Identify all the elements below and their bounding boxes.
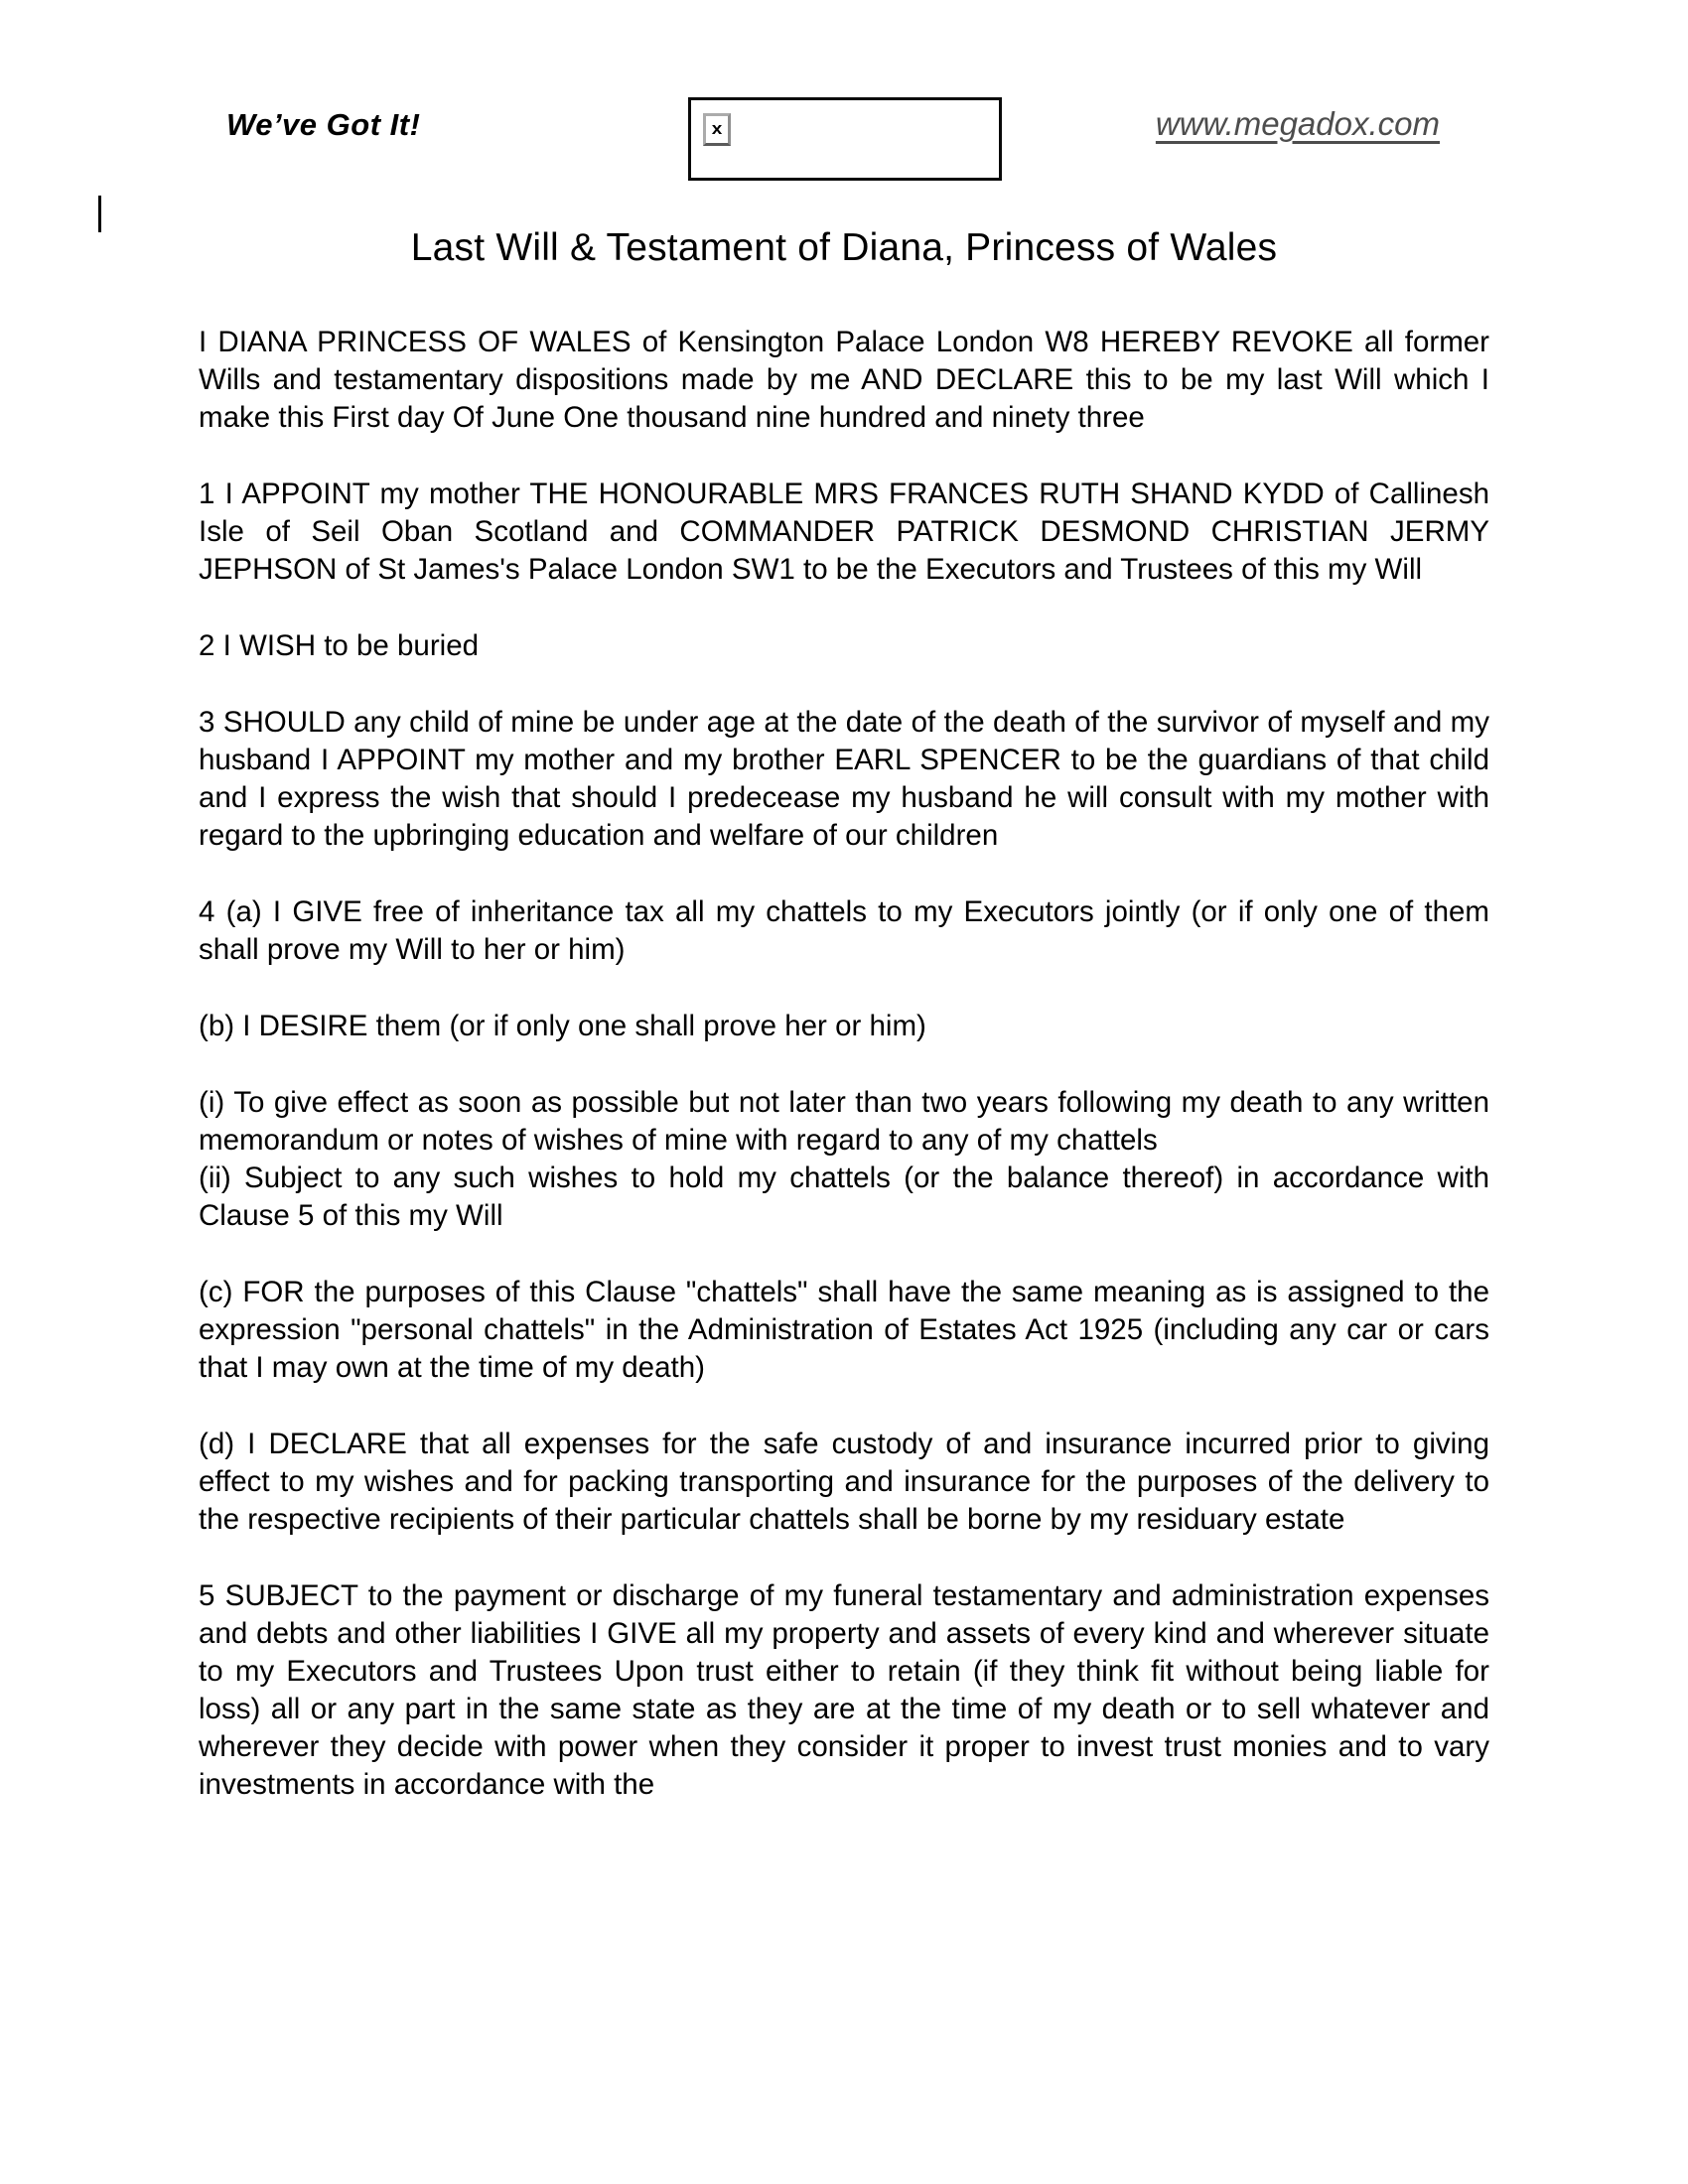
paragraph-clause-4c: (c) FOR the purposes of this Clause "chattels" shall have the same meaning as is assigned to the expression "personal chattels" in the Administration of Estates Act 1925 (including any car or cars that I may own at the time of my death) [199,1276,1489,1384]
paragraph-clause-3: 3 SHOULD any child of mine be under age at the date of the death of the survivor of myself and my husband I APPOINT my mother and my brother EARL SPENCER to be the guardians of that child and I express the wish that should I predecease my husband he will consult with my mother with regard to the upbringing education and welfare of our children [199,706,1489,852]
paragraph-clause-4d: (d) I DECLARE that all expenses for the safe custody of and insurance incurred prior to giving effect to my wishes and for packing transporting and insurance for the purposes of the delivery to the respective recipients of their particular chattels shall be borne by my residuary estate [199,1428,1489,1536]
paragraph-clause-4a: 4 (a) I GIVE free of inheritance tax all my chattels to my Executors jointly (or if only one of them shall prove my Will to her or him) [199,895,1489,966]
document-body [199,324,1489,1843]
website-link[interactable]: www.megadox.com [1155,105,1440,142]
paragraph-clause-4b: (b) I DESIRE them (or if only one shall prove her or him) [199,1010,926,1042]
paragraph-clause-4b-i: (i) To give effect as soon as possible but not later than two years following my death to any written memorandum or notes of wishes of mine with regard to any of my chattels [199,1086,1489,1157]
broken-image-glyph: x [711,120,723,139]
paragraph-preamble: I DIANA PRINCESS OF WALES of Kensington Palace London W8 HEREBY REVOKE all former Wills and testamentary dispositions made by me AND DECLARE this to be my last Will which I make this First day Of June One thousand nine hundred and ninety three [199,326,1489,434]
paragraph-clause-4b-ii: (ii) Subject to any such wishes to hold my chattels (or the balance thereof) in accordance with Clause 5 of this my Will [199,1161,1489,1232]
broken-image-icon [703,113,731,146]
page-title: Last Will & Testament of Diana, Princess of Wales [410,226,1278,269]
paragraph-clause-1: 1 I APPOINT my mother THE HONOURABLE MRS FRANCES RUTH SHAND KYDD of Callinesh Isle of Seil Oban Scotland and COMMANDER PATRICK DESMOND CHRISTIAN JERMY JEPHSON of St James's Palace London SW1 to be the Executors and Trustees of this my Will [199,478,1489,586]
paragraph-clause-5: 5 SUBJECT to the payment or discharge of my funeral testamentary and administration expenses and debts and other liabilities I GIVE all my property and assets of every kind and wherever situate to my Executors and Trustees Upon trust either to retain (if they think fit without being liable for loss) all or any part in the same state as they are at the time of my death or to sell whatever and wherever they decide with power when they consider it proper to invest trust monies and to vary investments in accordance with the [199,1579,1489,1801]
image-placeholder [688,97,1002,181]
tagline: We’ve Got It! [226,107,421,142]
paragraph-clause-2: 2 I WISH to be buried [199,629,480,662]
